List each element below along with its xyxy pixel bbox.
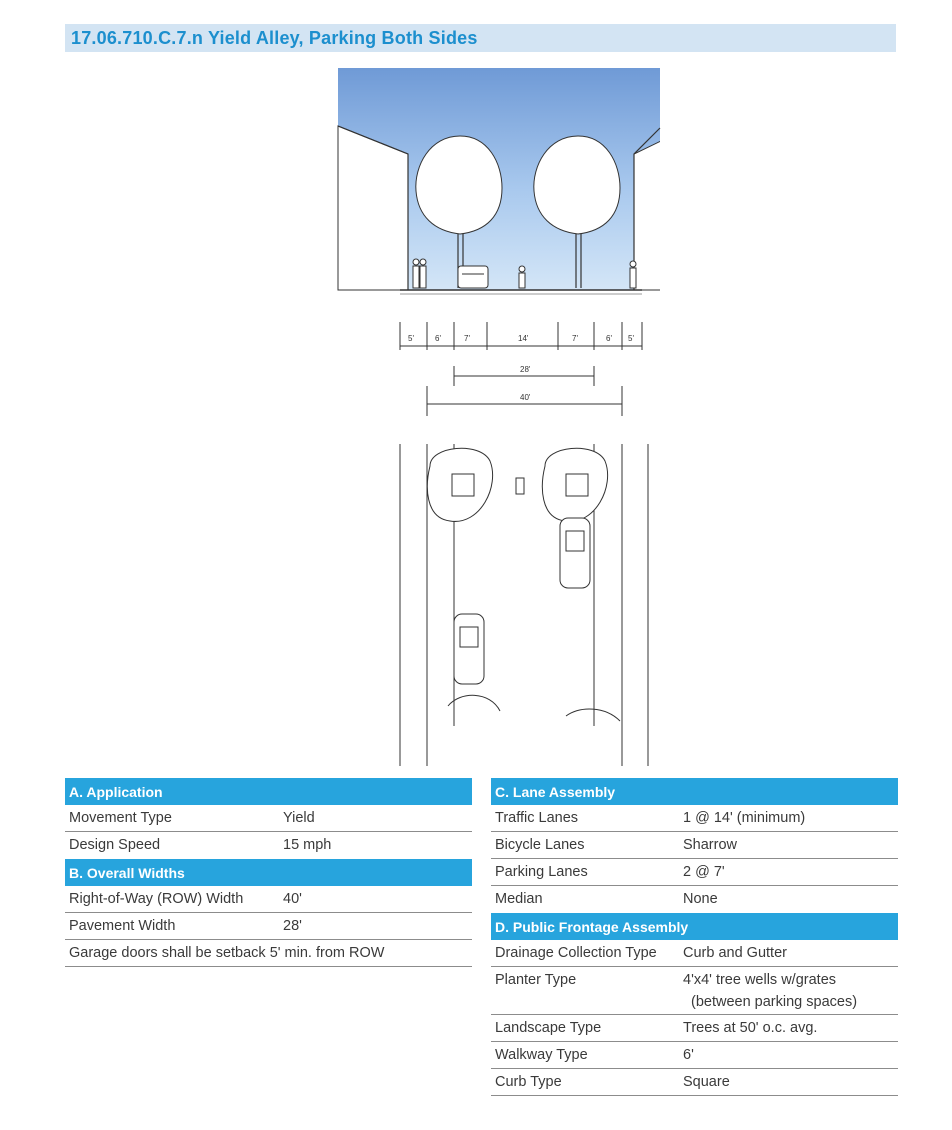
table-row (65, 832, 472, 859)
section-heading-application: A. Application (65, 778, 472, 805)
dim-label: 14' (518, 334, 529, 343)
section-heading-public-frontage: D. Public Frontage Assembly (491, 913, 898, 940)
car-plan-left (454, 614, 484, 684)
left-building (338, 126, 408, 290)
table-row (65, 805, 472, 832)
dim-label: 7' (572, 334, 578, 343)
left-table (65, 778, 472, 967)
table-row (65, 886, 472, 913)
row-label: Drainage Collection Type (495, 945, 657, 961)
row-value: Curb and Gutter (683, 945, 787, 961)
dim-label: 6' (435, 334, 441, 343)
row-value: Yield (283, 810, 315, 826)
row-label: Right-of-Way (ROW) Width (69, 891, 244, 907)
plan-view (400, 444, 648, 766)
dim-label: 7' (464, 334, 470, 343)
car-plan-right (560, 518, 590, 588)
title-bar (65, 24, 896, 52)
table-row (491, 859, 898, 886)
dim-label: 5' (408, 334, 414, 343)
table-row (491, 886, 898, 913)
row-label: Planter Type (495, 972, 577, 988)
table-row (491, 967, 898, 1015)
row-value: 6' (683, 1047, 694, 1063)
row-value: 15 mph (283, 837, 332, 853)
row-label: Movement Type (69, 810, 172, 826)
table-row (491, 805, 898, 832)
row-dim-label: 40' (520, 393, 531, 402)
row-value: Square (683, 1074, 730, 1090)
row-label: Landscape Type (495, 1020, 602, 1036)
table-row (65, 913, 472, 940)
row-value-line1: 4'x4' tree wells w/grates (683, 972, 837, 988)
row-value: Trees at 50' o.c. avg. (683, 1020, 818, 1036)
right-table (491, 778, 898, 1096)
row-label: Walkway Type (495, 1047, 588, 1063)
row-value: Sharrow (683, 837, 737, 853)
section-heading-overall-widths: B. Overall Widths (65, 859, 472, 886)
row-label: Pavement Width (69, 918, 176, 934)
dim-label: 5' (628, 334, 634, 343)
row-label: Traffic Lanes (495, 810, 579, 826)
table-note-row (65, 940, 472, 967)
row-label: Bicycle Lanes (495, 837, 585, 853)
section-heading-lane-assembly: C. Lane Assembly (491, 778, 898, 805)
page-title: 17.06.710.C.7.n Yield Alley, Parking Both Sides (71, 28, 478, 48)
row-value: 1 @ 14' (minimum) (683, 810, 806, 826)
row-value: 28' (283, 918, 302, 934)
table-row (491, 1069, 898, 1096)
row-value: 40' (283, 891, 302, 907)
row-label: Curb Type (495, 1074, 562, 1090)
row-value (683, 967, 898, 1014)
table-row (491, 1015, 898, 1042)
table-row (491, 1042, 898, 1069)
row-label: Design Speed (69, 837, 161, 853)
row-label: Median (495, 891, 543, 907)
dim-label: 6' (606, 334, 612, 343)
car-elevation (458, 266, 488, 288)
table-row (491, 940, 898, 967)
street-section-illustration (330, 66, 670, 771)
table-row (491, 832, 898, 859)
row-value: 2 @ 7' (683, 864, 725, 880)
row-value: None (683, 891, 718, 907)
row-value-line2: (between parking spaces) (691, 994, 858, 1010)
row-label: Parking Lanes (495, 864, 588, 880)
garage-note: Garage doors shall be setback 5' min. from ROW (69, 945, 385, 961)
pavement-dim-label: 28' (520, 365, 531, 374)
